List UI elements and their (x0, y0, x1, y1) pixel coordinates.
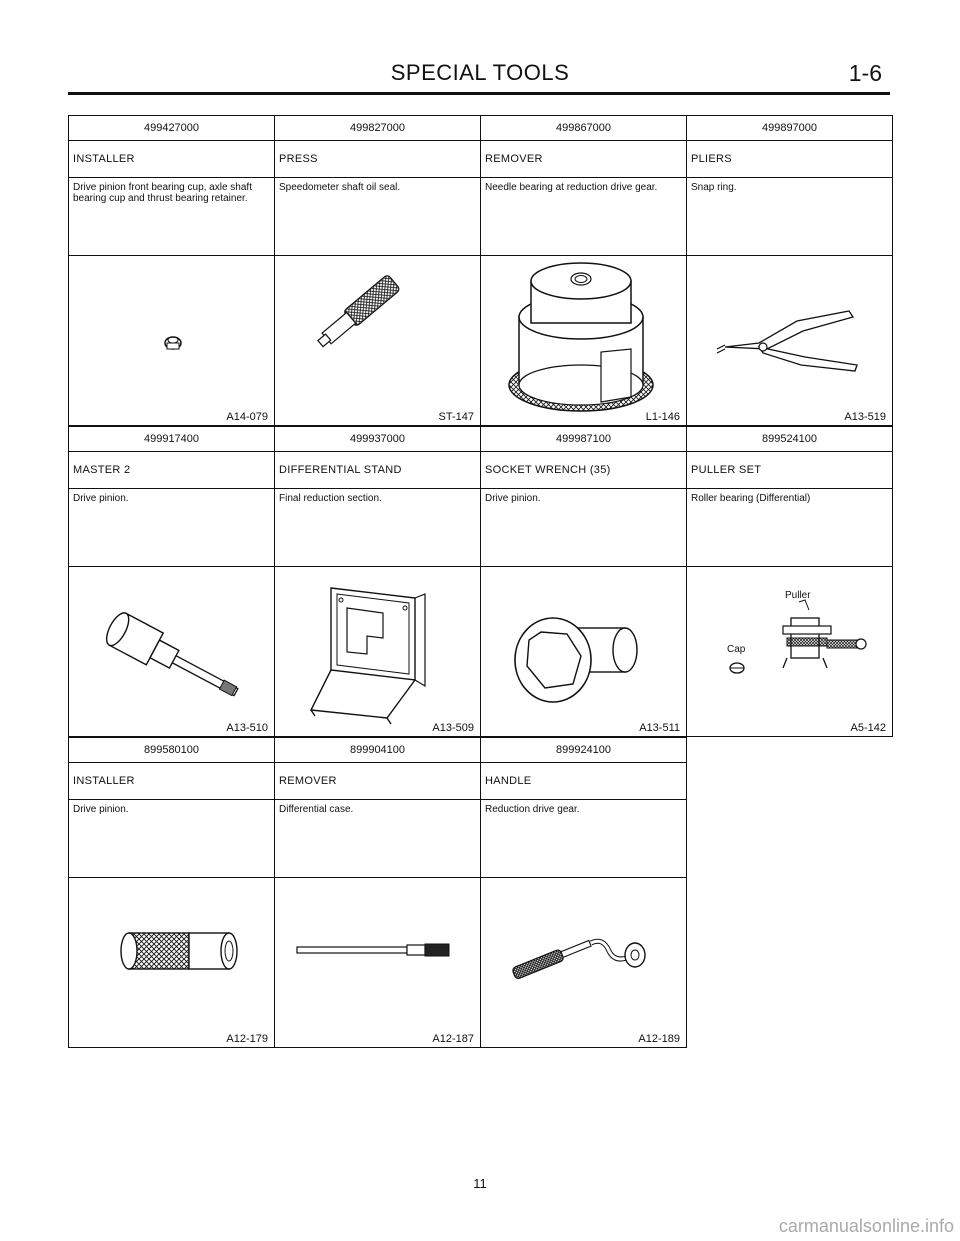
tool-name: INSTALLER (69, 763, 274, 800)
page-number-ref: 1-6 (848, 60, 882, 86)
figure-code: A12-187 (432, 1033, 474, 1045)
figure-code: A13-509 (432, 722, 474, 734)
figure-code: A13-510 (226, 722, 268, 734)
tool-illustration (69, 257, 274, 425)
figure-code: A14-079 (226, 411, 268, 423)
tool-usage: Drive pinion. (481, 489, 686, 567)
tool-card-899904100 (274, 737, 481, 1048)
tool-illustration (481, 568, 686, 736)
tool-card-499987100 (480, 426, 687, 737)
tool-usage: Speedometer shaft oil seal. (275, 178, 480, 256)
remover-rod-icon (275, 879, 480, 1047)
tool-name: PLIERS (687, 141, 892, 178)
tool-card-899580100 (68, 737, 275, 1048)
footer-page-number: 11 (473, 1176, 487, 1191)
tool-usage: Needle bearing at reduction drive gear. (481, 178, 686, 256)
tool-usage: Snap ring. (687, 178, 892, 256)
tool-row (68, 115, 890, 426)
tool-name: SOCKET WRENCH (35) (481, 452, 686, 489)
watermark: carmanualsonline.info (778, 1216, 954, 1236)
tool-illustration (69, 879, 274, 1047)
tool-name: INSTALLER (69, 141, 274, 178)
part-number: 499917400 (69, 427, 274, 452)
tool-card-499917400 (68, 426, 275, 737)
remover-tool-icon (481, 257, 686, 425)
part-number: 499867000 (481, 116, 686, 141)
snap-ring-pliers-icon (687, 257, 892, 425)
tool-name: PRESS (275, 141, 480, 178)
tool-usage: Drive pinion. (69, 800, 274, 878)
tool-row (68, 426, 890, 737)
callout-cap: Cap (727, 644, 746, 655)
tool-card-499427000 (68, 115, 275, 426)
tool-name: MASTER 2 (69, 452, 274, 489)
tool-usage: Drive pinion. (69, 489, 274, 567)
figure-code: A5-142 (850, 722, 886, 734)
tool-usage: Roller bearing (Differential) (687, 489, 892, 567)
tool-usage: Reduction drive gear. (481, 800, 686, 878)
handle-wrench-icon (481, 879, 686, 1047)
part-number: 499827000 (275, 116, 480, 141)
part-number: 899524100 (687, 427, 892, 452)
part-number: 499987100 (481, 427, 686, 452)
press-tool-icon (275, 257, 480, 425)
tool-row (68, 737, 890, 1048)
tool-usage: Differential case. (275, 800, 480, 878)
tool-card-499937000 (274, 426, 481, 737)
tool-illustration (69, 568, 274, 736)
figure-code: L1-146 (645, 411, 680, 423)
tool-illustration (481, 257, 686, 425)
figure-code: A12-189 (638, 1033, 680, 1045)
tool-usage: Drive pinion front bearing cup, axle shaft bearing cup and thrust bearing retainer. (69, 178, 274, 256)
page-title: SPECIAL TOOLS (390, 60, 570, 85)
socket-wrench-icon (481, 568, 686, 736)
tool-name: PULLER SET (687, 452, 892, 489)
tool-card-499867000 (480, 115, 687, 426)
part-number: 499897000 (687, 116, 892, 141)
tool-card-899524100 (686, 426, 893, 737)
tool-grid (68, 115, 890, 1048)
master-gauge-icon (69, 568, 274, 736)
tool-card-499897000 (686, 115, 893, 426)
header-rule (68, 92, 890, 95)
tool-name: DIFFERENTIAL STAND (275, 452, 480, 489)
part-number: 499937000 (275, 427, 480, 452)
tool-illustration (275, 568, 480, 736)
tool-name: HANDLE (481, 763, 686, 800)
figure-code: ST-147 (438, 411, 474, 423)
installer-sleeve-icon (69, 879, 274, 1047)
figure-code: A13-519 (844, 411, 886, 423)
tool-card-899924100 (480, 737, 687, 1048)
installer-cap-icon (69, 257, 274, 425)
tool-illustration (687, 257, 892, 425)
callout-puller: Puller (785, 590, 811, 601)
tool-name: REMOVER (481, 141, 686, 178)
tool-illustration (275, 257, 480, 425)
figure-code: A12-179 (226, 1033, 268, 1045)
tool-name: REMOVER (275, 763, 480, 800)
tool-illustration (687, 568, 892, 736)
part-number: 499427000 (69, 116, 274, 141)
part-number: 899904100 (275, 738, 480, 763)
differential-stand-icon (275, 568, 480, 736)
tool-usage: Final reduction section. (275, 489, 480, 567)
part-number: 899580100 (69, 738, 274, 763)
tool-card-499827000 (274, 115, 481, 426)
tool-illustration (481, 879, 686, 1047)
figure-code: A13-511 (639, 722, 680, 734)
tool-illustration (275, 879, 480, 1047)
part-number: 899924100 (481, 738, 686, 763)
